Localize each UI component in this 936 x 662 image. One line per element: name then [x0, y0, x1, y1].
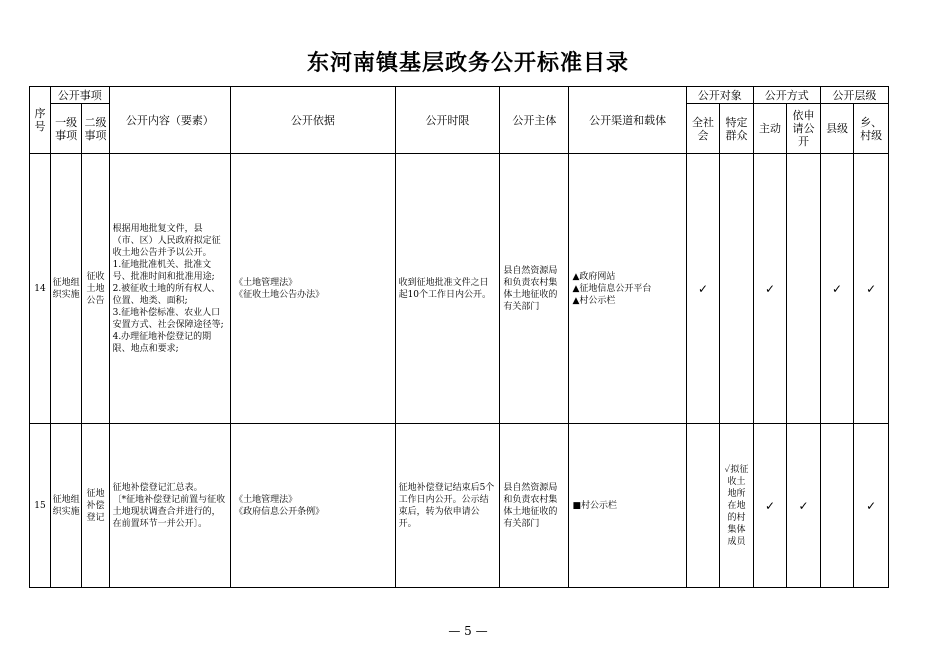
header-time: 公开时限 — [395, 87, 500, 154]
row-level2: 征收土地公告 — [82, 154, 109, 424]
header-row-1 — [30, 87, 889, 104]
row-basis: 《土地管理法》 《政府信息公开条例》 — [231, 424, 395, 588]
page-title: 东河南镇基层政务公开标准目录 — [306, 51, 629, 76]
header-level-county: 县级 — [820, 104, 854, 154]
header-level1: 一级事项 — [50, 104, 81, 154]
check-county — [820, 424, 854, 588]
header-method-request: 依申请公开 — [787, 104, 821, 154]
check-active: ✓ — [753, 154, 787, 424]
row-time: 收到征地批准文件之日起10个工作日内公开。 — [395, 154, 500, 424]
row-basis: 《土地管理法》 《征收土地公告办法》 — [231, 154, 395, 424]
row-subject: 县自然资源局和负责农村集体土地征收的有关部门 — [500, 154, 569, 424]
row-channels: ▲政府网站 ▲征地信息公开平台 ▲村公示栏 — [569, 154, 686, 424]
check-specific: ✓拟征收土地所在地的村集体成员 — [720, 424, 754, 588]
catalog-table — [29, 86, 889, 588]
row-seq: 15 — [30, 424, 51, 588]
check-request — [787, 154, 821, 424]
row-level1: 征地组织实施 — [50, 154, 81, 424]
header-level2: 二级事项 — [82, 104, 109, 154]
header-basis: 公开依据 — [231, 87, 395, 154]
check-request: ✓ — [787, 424, 821, 588]
check-active: ✓ — [753, 424, 787, 588]
check-town: ✓ — [854, 424, 889, 588]
row-level1: 征地组织实施 — [50, 424, 81, 588]
row-subject: 县自然资源局和负责农村集体土地征收的有关部门 — [500, 424, 569, 588]
header-seq: 序号 — [30, 87, 51, 154]
row-content: 征地补偿登记汇总表。 〔*征地补偿登记前置与征收土地现状调查合并进行的，在前置环节一并公开〕。 — [109, 424, 231, 588]
header-method-active: 主动 — [753, 104, 787, 154]
row-level2: 征地补偿登记 — [82, 424, 109, 588]
check-all — [686, 424, 720, 588]
check-county: ✓ — [820, 154, 854, 424]
check-town: ✓ — [854, 154, 889, 424]
header-target: 公开对象 — [686, 87, 753, 104]
check-all: ✓ — [686, 154, 720, 424]
header-content: 公开内容（要素） — [109, 87, 231, 154]
header-target-all: 全社会 — [686, 104, 720, 154]
header-level-town: 乡、村级 — [854, 104, 889, 154]
row-content: 根据用地批复文件，县（市、区）人民政府拟定征收土地公告并予以公开。 1.征地批准机关、批准文号、批准时间和批准用途; 2.被征收土地的所有权人、位置、地类、面积; 3.征地补偿标准、农业人口安置方式、社会保障途径等; 4.办理征地补偿登记的期限、地点和要求; — [109, 154, 231, 424]
header-level: 公开层级 — [820, 87, 888, 104]
header-items: 公开事项 — [50, 87, 109, 104]
table-row — [30, 154, 889, 424]
row-time: 征地补偿登记结束后5个工作日内公开。公示结束后，转为依申请公开。 — [395, 424, 500, 588]
header-method: 公开方式 — [753, 87, 820, 104]
header-subject: 公开主体 — [500, 87, 569, 154]
row-seq: 14 — [30, 154, 51, 424]
header-target-specific: 特定群众 — [720, 104, 754, 154]
check-specific — [720, 154, 754, 424]
row-channels: ■村公示栏 — [569, 424, 686, 588]
header-channel: 公开渠道和载体 — [569, 87, 686, 154]
table-row — [30, 424, 889, 588]
page-number: — 5 — — [448, 624, 488, 638]
